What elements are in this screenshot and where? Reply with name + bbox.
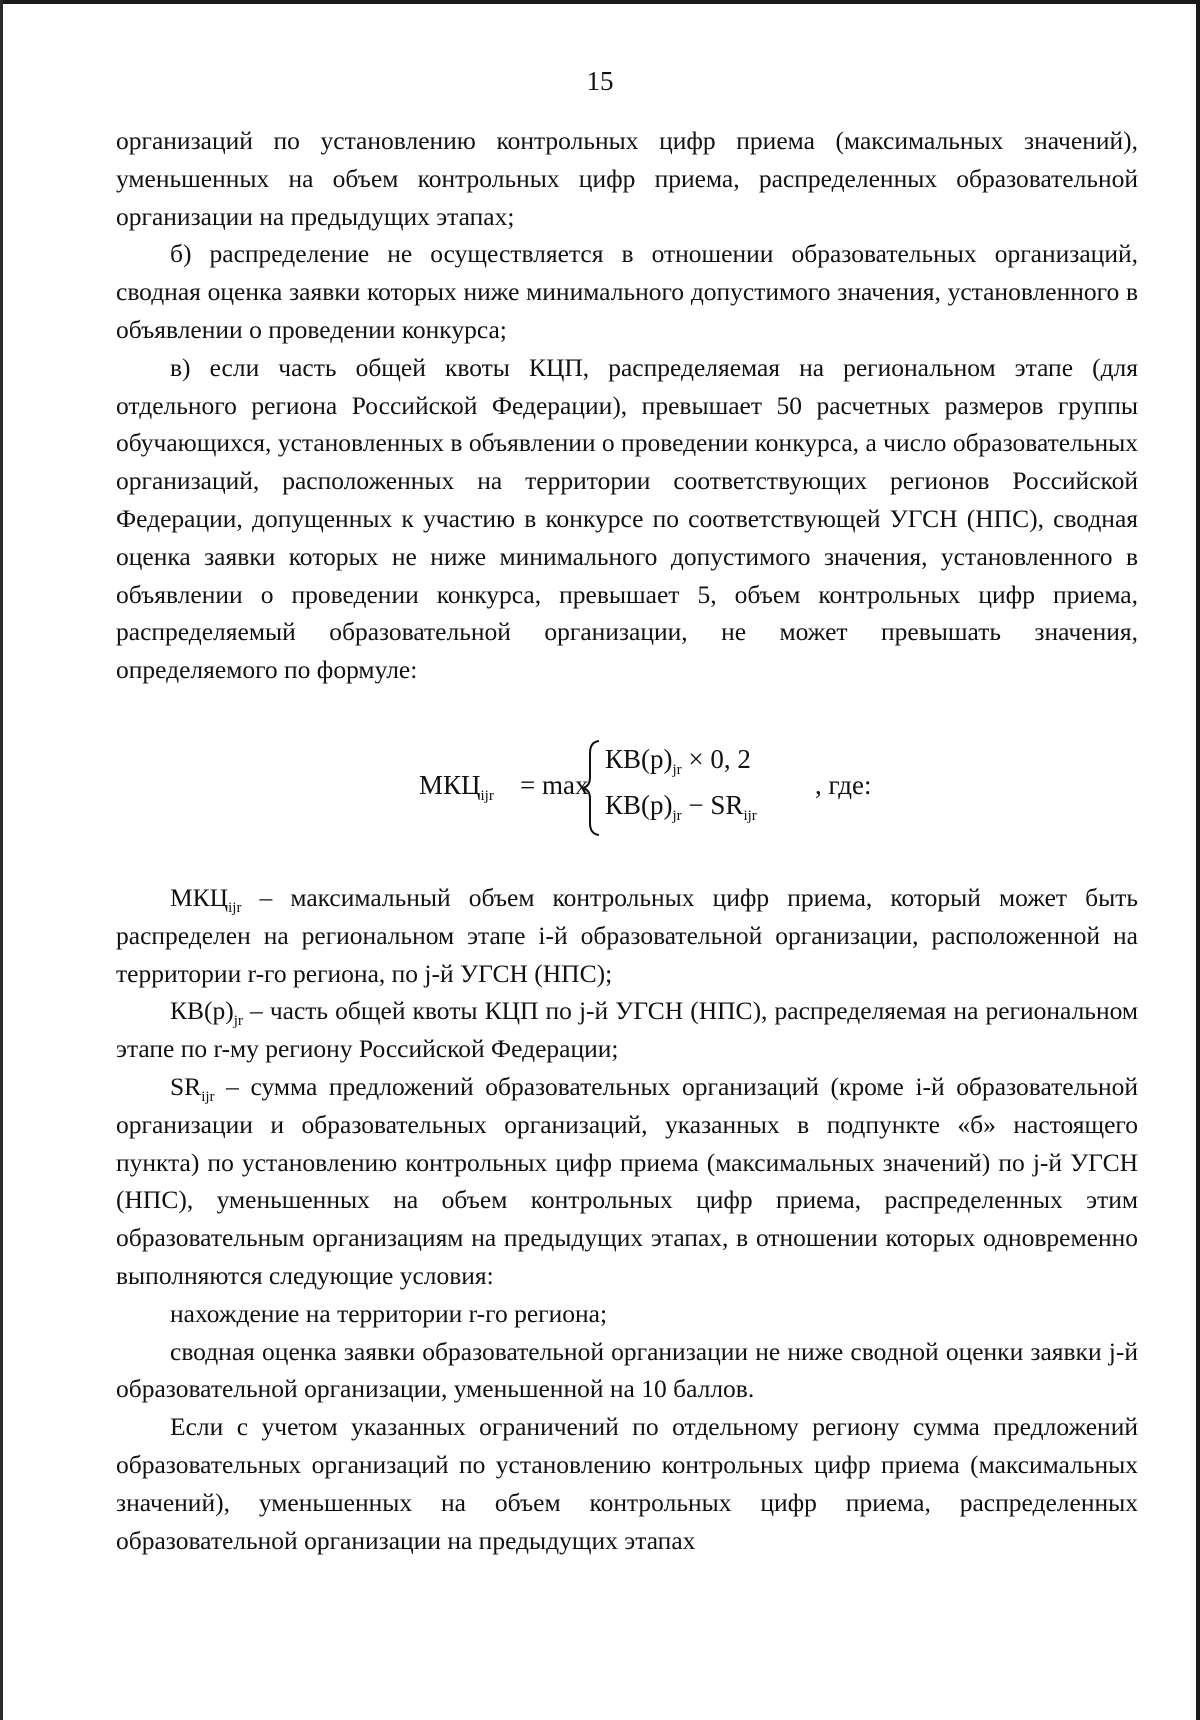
definition-mkc: $МКЦ_{ijr}$ – максимальный объем контрольных цифр приема, который может быть распределен на региональном этапе i-й образовательной организации, расположенной на территории r-го региона, по j-й УГСН (НПС); [116, 882, 1138, 988]
paragraph-item-v: в) если часть общей квоты КЦП, распределяемая на региональном этапе (для отдельного региона Российской Федерации), превышает 50 расчетных размеров группы обучающихся, установленных в объявлении о проведении конкурса, а число образовательных организаций, расположенных на территории соответствующих регионов Российской Федерации, допущенных к участию в конкурсе по соответствующей УГСН (НПС), сводная оценка заявки которых не ниже минимального допустимого значения, установленного в объявлении о проведении конкурса, превышает 5, объем контрольных цифр приема, распределяемый образовательной организации, не может превышать значения, определяемого по формуле: [116, 352, 1138, 685]
definition-sr: $SR_{ijr}$ – сумма предложений образовательных организаций (кроме i-й образовательной организации и образовательных организаций, указанных в подпункте «б» настоящего пункта) по установлению контрольных цифр приема (максимальных значений) по j-й УГСН (НПС), уменьшенных на объем контрольных цифр приема, распределенных этим образовательным организациям на предыдущих этапах, в отношении которых одновременно выполняются следующие условия: [116, 1071, 1138, 1290]
page-number: 15 [586, 66, 614, 96]
scan-edge-top [0, 0, 1200, 4]
formula-where: , где: [815, 769, 872, 800]
definition-kvp: $КВ(р)_{jr}$ – часть общей квоты КЦП по j-й УГСН (НПС), распределяемая на региональном этапе по r-му региону Российской Федерации; [116, 996, 1138, 1064]
formula-lhs: $МКЦ_{ijr}$ [419, 769, 494, 804]
paragraph-item-b: б) распределение не осуществляется в отношении образовательных организаций, сводная оценка заявки которых ниже минимального допустимого значения, установленного в объявлении о проведении конкурса; [116, 239, 1138, 344]
formula-case-2: $КВ(р)_{jr} - SR_{ijr}$ [605, 789, 757, 824]
paragraph-continuation: организаций по установлению контрольных цифр приема (максимальных значений), уменьшенных на объем контрольных цифр приема, распределенных образовательной организации на предыдущих этапах; [116, 126, 1138, 231]
scan-edge-left [0, 0, 3, 1720]
condition-territory: нахождение на территории r-го региона; [170, 1298, 608, 1328]
page-body [116, 122, 1138, 1559]
formula-block [116, 689, 1138, 879]
formula-max-operator: = max [520, 769, 589, 800]
scan-edge-right [1196, 0, 1200, 1720]
formula-case-1: $КВ(р)_{jr} \times 0$, 2 [605, 743, 751, 778]
condition-score: сводная оценка заявки образовательной организации не ниже сводной оценки заявки j-й образовательной организации, уменьшенной на 10 баллов. [116, 1336, 1138, 1404]
left-brace-icon [579, 739, 603, 837]
paragraph-final: Если с учетом указанных ограничений по отдельному региону сумма предложений образовательных организаций по установлению контрольных цифр приема (максимальных значений), уменьшенных на объем контрольных цифр приема, распределенных образовательной организации на предыдущих этапах [116, 1412, 1138, 1555]
